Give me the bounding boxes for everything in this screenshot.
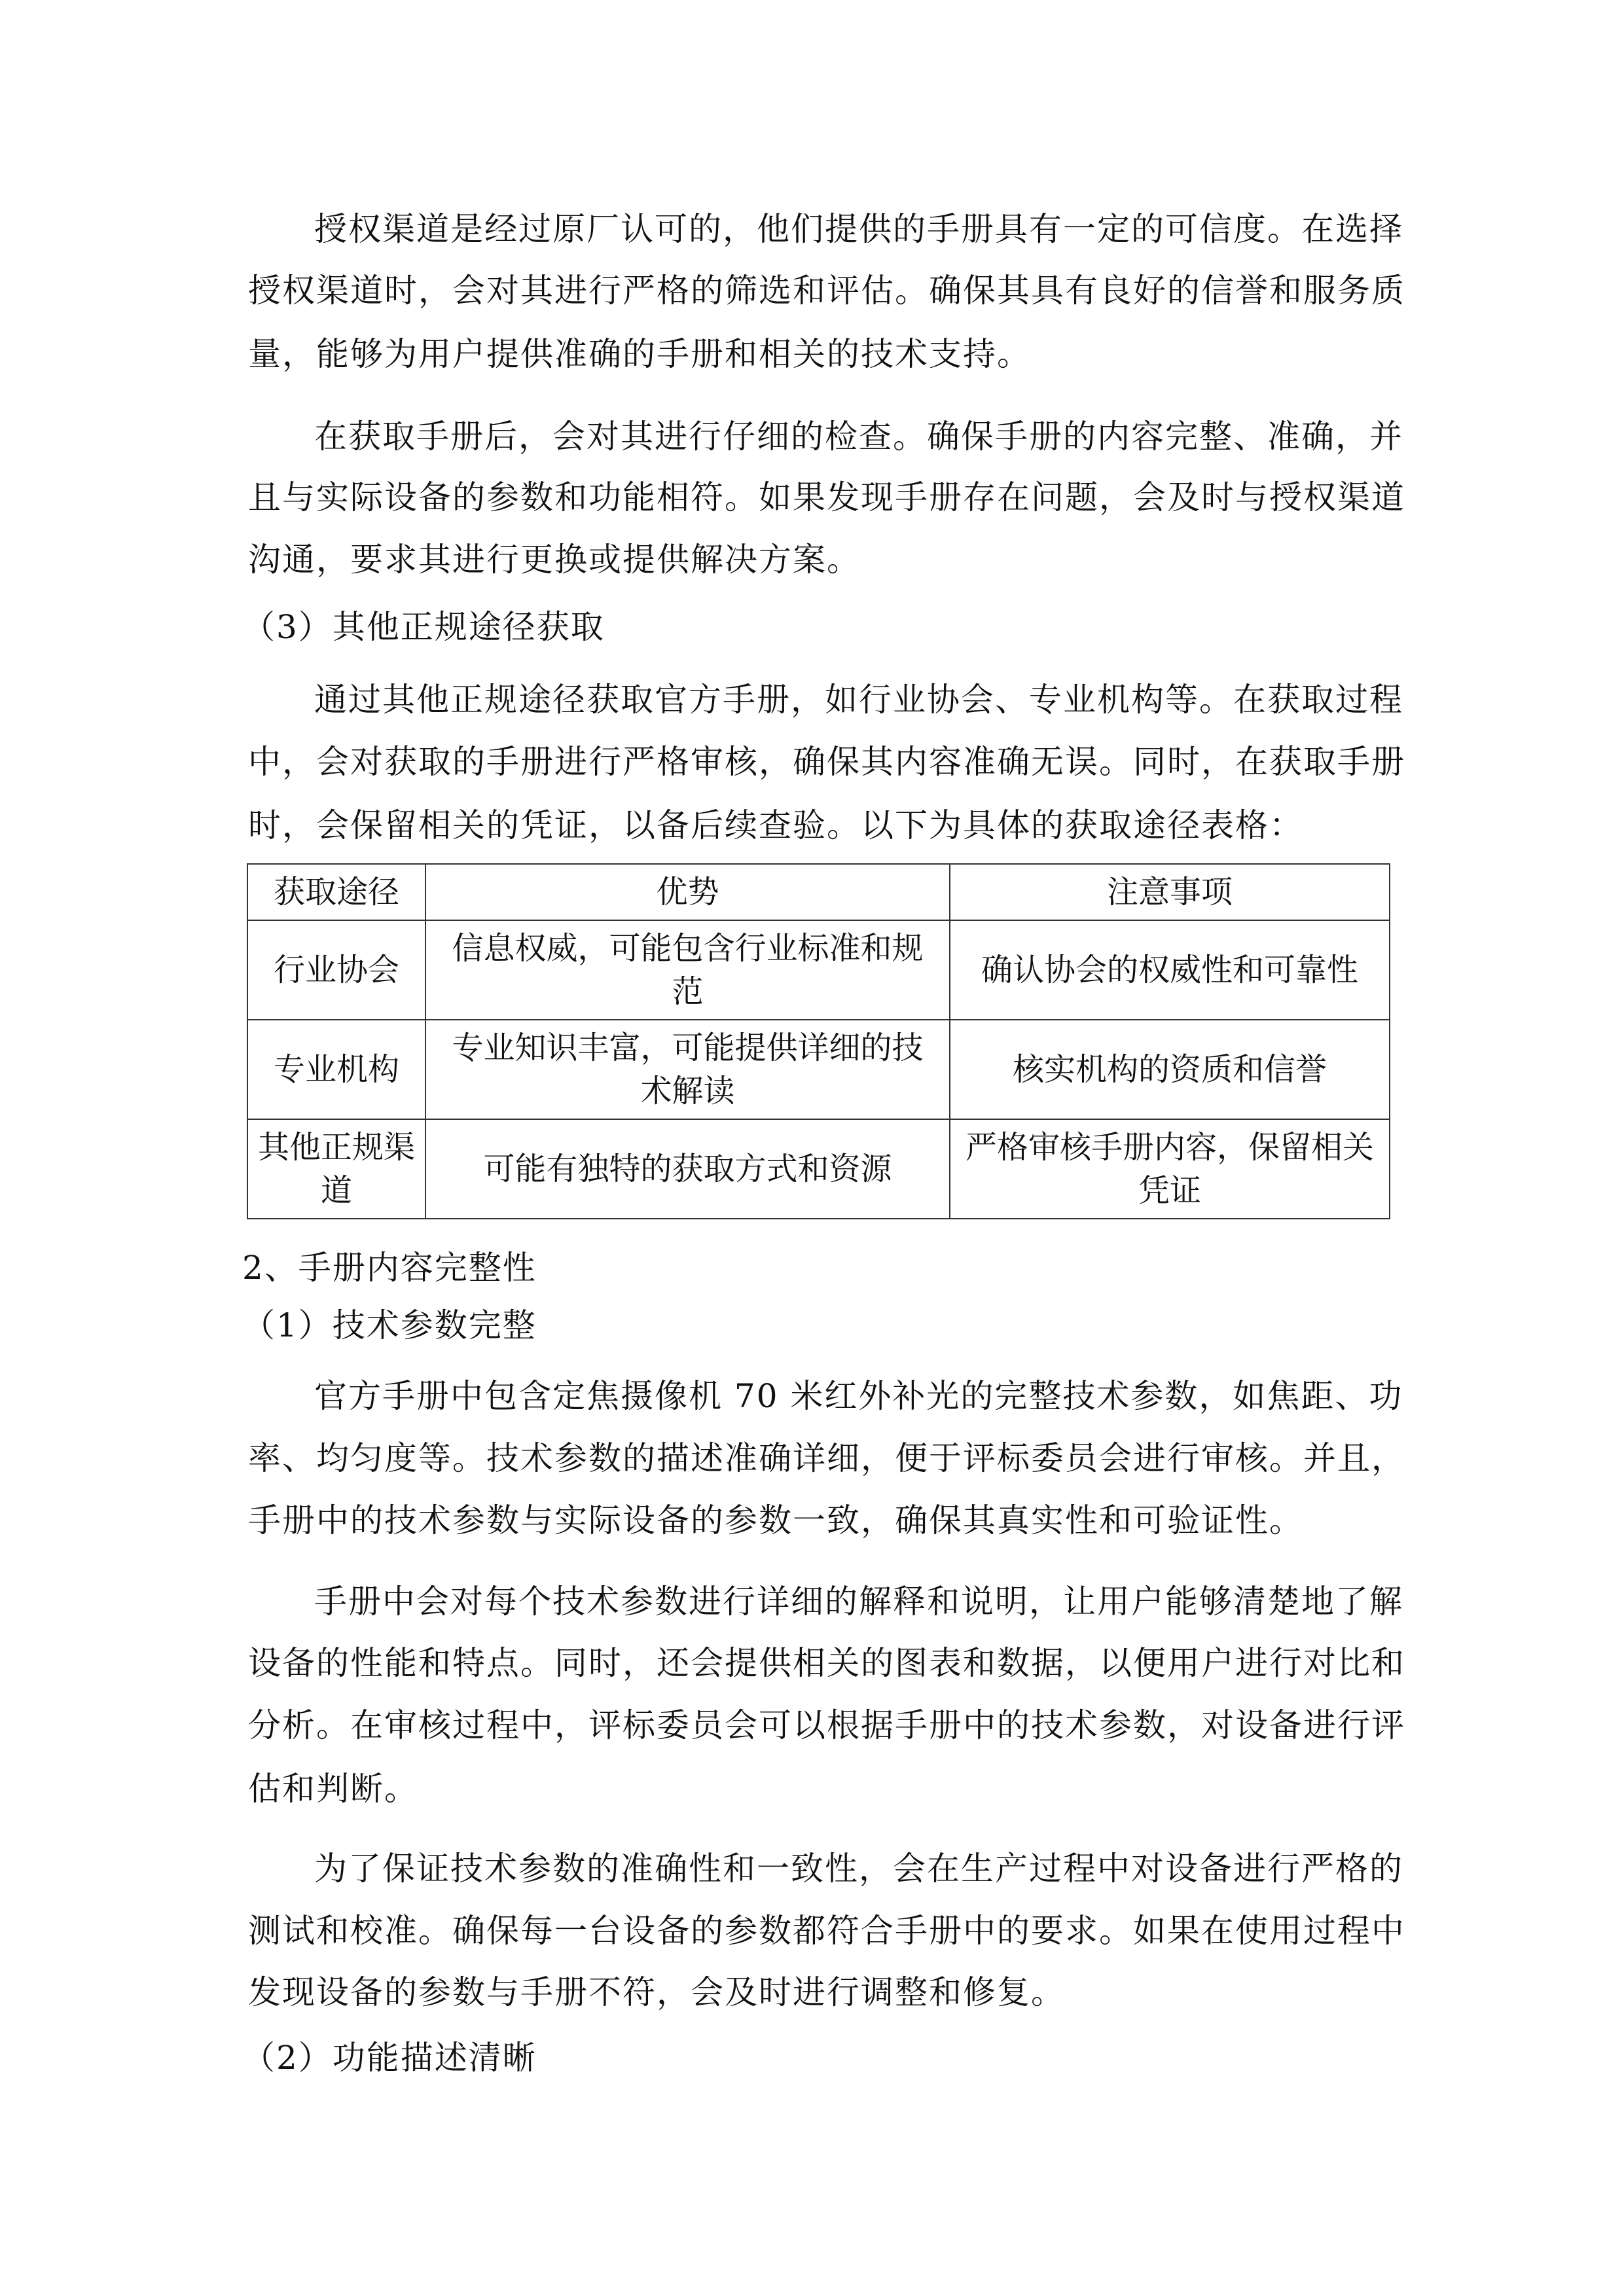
paragraph-line: 通过其他正规途径获取官方手册，如行业协会、专业机构等。在获取过程 xyxy=(314,681,1403,719)
table-cell: 确认协会的权威性和可靠性 xyxy=(950,920,1390,1020)
paragraph-line: 率、均匀度等。技术参数的描述准确详细，便于评标委员会进行审核。并且， xyxy=(248,1439,1405,1477)
table-cell: 可能有独特的获取方式和资源 xyxy=(425,1119,950,1219)
table-cell: 核实机构的资质和信誉 xyxy=(950,1020,1390,1119)
table-cell: 信息权威，可能包含行业标准和规范 xyxy=(425,920,950,1020)
paragraph-line: 沟通，要求其进行更换或提供解决方案。 xyxy=(248,541,861,579)
table-row xyxy=(247,1020,1390,1119)
section-heading: （3）其他正规途径获取 xyxy=(242,608,605,646)
paragraph-line: 且与实际设备的参数和功能相符。如果发现手册存在问题，会及时与授权渠道 xyxy=(248,478,1405,516)
section-heading: （1）技术参数完整 xyxy=(242,1306,537,1344)
paragraph-line: 发现设备的参数与手册不符，会及时进行调整和修复。 xyxy=(248,1973,1065,2011)
paragraph-line: 授权渠道是经过原厂认可的，他们提供的手册具有一定的可信度。在选择 xyxy=(314,210,1403,248)
paragraph-line: 量，能够为用户提供准确的手册和相关的技术支持。 xyxy=(248,335,1031,373)
table-header: 优势 xyxy=(425,864,950,920)
acquisition-table xyxy=(247,863,1390,1219)
paragraph-line: 手册中会对每个技术参数进行详细的解释和说明，让用户能够清楚地了解 xyxy=(314,1583,1403,1621)
paragraph-line: 官方手册中包含定焦摄像机 70 米红外补光的完整技术参数，如焦距、功 xyxy=(314,1377,1403,1415)
table-header: 获取途径 xyxy=(247,864,425,920)
table-row xyxy=(247,1119,1390,1219)
table-row xyxy=(247,920,1390,1020)
table-cell: 行业协会 xyxy=(247,920,425,1020)
section-heading: 2、手册内容完整性 xyxy=(242,1249,537,1287)
paragraph-line: 设备的性能和特点。同时，还会提供相关的图表和数据，以便用户进行对比和 xyxy=(248,1644,1405,1682)
table-header: 注意事项 xyxy=(950,864,1390,920)
table-header-row xyxy=(247,864,1390,920)
table-cell: 专业知识丰富，可能提供详细的技术解读 xyxy=(425,1020,950,1119)
paragraph-line: 分析。在审核过程中，评标委员会可以根据手册中的技术参数，对设备进行评 xyxy=(248,1706,1405,1744)
paragraph-line: 为了保证技术参数的准确性和一致性，会在生产过程中对设备进行严格的 xyxy=(314,1850,1403,1888)
table-cell: 其他正规渠道 xyxy=(247,1119,425,1219)
paragraph-line: 授权渠道时，会对其进行严格的筛选和评估。确保其具有良好的信誉和服务质 xyxy=(248,272,1405,310)
paragraph-line: 手册中的技术参数与实际设备的参数一致，确保其真实性和可验证性。 xyxy=(248,1501,1303,1539)
paragraph-line: 在获取手册后，会对其进行仔细的检查。确保手册的内容完整、准确，并 xyxy=(314,418,1403,456)
table-cell: 严格审核手册内容，保留相关凭证 xyxy=(950,1119,1390,1219)
paragraph-line: 估和判断。 xyxy=(248,1770,418,1808)
table-cell: 专业机构 xyxy=(247,1020,425,1119)
paragraph-line: 中，会对获取的手册进行严格审核，确保其内容准确无误。同时，在获取手册 xyxy=(248,743,1405,781)
paragraph-line: 时，会保留相关的凭证，以备后续查验。以下为具体的获取途径表格： xyxy=(248,806,1303,844)
paragraph-line: 测试和校准。确保每一台设备的参数都符合手册中的要求。如果在使用过程中 xyxy=(248,1912,1405,1950)
section-heading: （2）功能描述清晰 xyxy=(242,2039,537,2077)
